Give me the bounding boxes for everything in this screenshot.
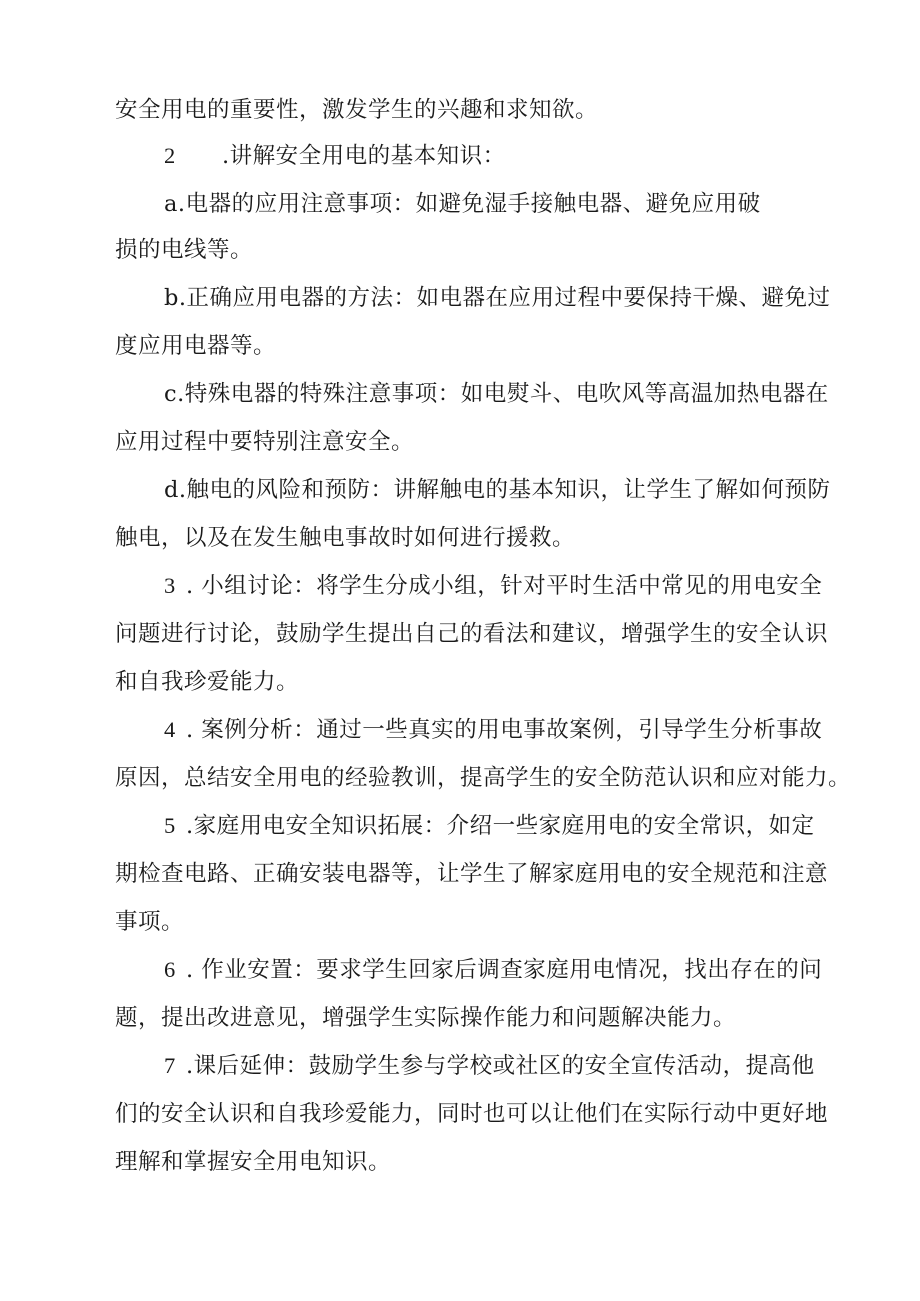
item-4-number	[164, 715, 176, 745]
item-4-line-1: . 案例分析：通过一些真实的用电事故案例，引导学生分析事故	[186, 717, 823, 743]
sub-d-line-1: d.触电的风险和预防：讲解触电的基本知识，让学生了解如何预防	[164, 477, 831, 503]
sub-b-line-1: b.正确应用电器的方法：如电器在应用过程中要保持干燥、避免过	[164, 285, 831, 311]
item-3-line-1: . 小组讨论：将学生分成小组，针对平时生活中常见的用电安全	[186, 573, 823, 599]
sub-b-line-2: 度应用电器等。	[115, 333, 277, 359]
item-3-line-3: 和自我珍爱能力。	[115, 669, 300, 695]
item-number: 5	[164, 813, 176, 838]
sub-c-line-1: c.特殊电器的特殊注意事项：如电熨斗、电吹风等高温加热电器在	[164, 381, 829, 407]
item-5-line-3: 事项。	[115, 909, 185, 935]
sub-a-line-1: a.电器的应用注意事项：如避免湿手接触电器、避免应用破	[164, 191, 761, 217]
item-6-line-2: 题，提出改进意见，增强学生实际操作能力和问题解决能力。	[115, 1005, 737, 1031]
item-3-number	[164, 571, 176, 601]
item-number: 3	[164, 573, 176, 598]
sub-c-line-2: 应用过程中要特别注意安全。	[115, 429, 415, 455]
item-5-line-1: .家庭用电安全知识拓展：介绍一些家庭用电的安全常识，如定	[186, 813, 815, 839]
item-number: 4	[164, 717, 176, 742]
sub-d-line-2: 触电，以及在发生触电事故时如何进行援救。	[115, 525, 576, 551]
item-2-text: .讲解安全用电的基本知识：	[222, 143, 506, 169]
item-5-number	[164, 811, 176, 841]
item-3-line-2: 问题进行讨论，鼓励学生提出自己的看法和建议，增强学生的安全认识	[115, 621, 829, 647]
item-2-number	[164, 141, 176, 171]
item-6-line-1: . 作业安置：要求学生回家后调查家庭用电情况，找出存在的问	[186, 957, 823, 983]
item-number: 6	[164, 957, 176, 982]
item-number: 7	[164, 1053, 176, 1078]
sub-a-line-2: 损的电线等。	[115, 237, 254, 263]
item-7-line-2: 们的安全认识和自我珍爱能力，同时也可以让他们在实际行动中更好地	[115, 1101, 829, 1127]
item-number: 2	[164, 143, 176, 168]
item-4-line-2: 原因，总结安全用电的经验教训，提高学生的安全防范认识和应对能力。	[115, 765, 852, 791]
item-6-number	[164, 955, 176, 985]
item-7-line-1: .课后延伸：鼓励学生参与学校或社区的安全宣传活动，提高他	[186, 1053, 815, 1079]
item-5-line-2: 期检查电路、正确安装电器等，让学生了解家庭用电的安全规范和注意	[115, 861, 829, 887]
intro-tail: 安全用电的重要性，激发学生的兴趣和求知欲。	[115, 97, 599, 123]
item-7-number	[164, 1051, 176, 1081]
item-7-line-3: 理解和掌握安全用电知识。	[115, 1149, 392, 1175]
